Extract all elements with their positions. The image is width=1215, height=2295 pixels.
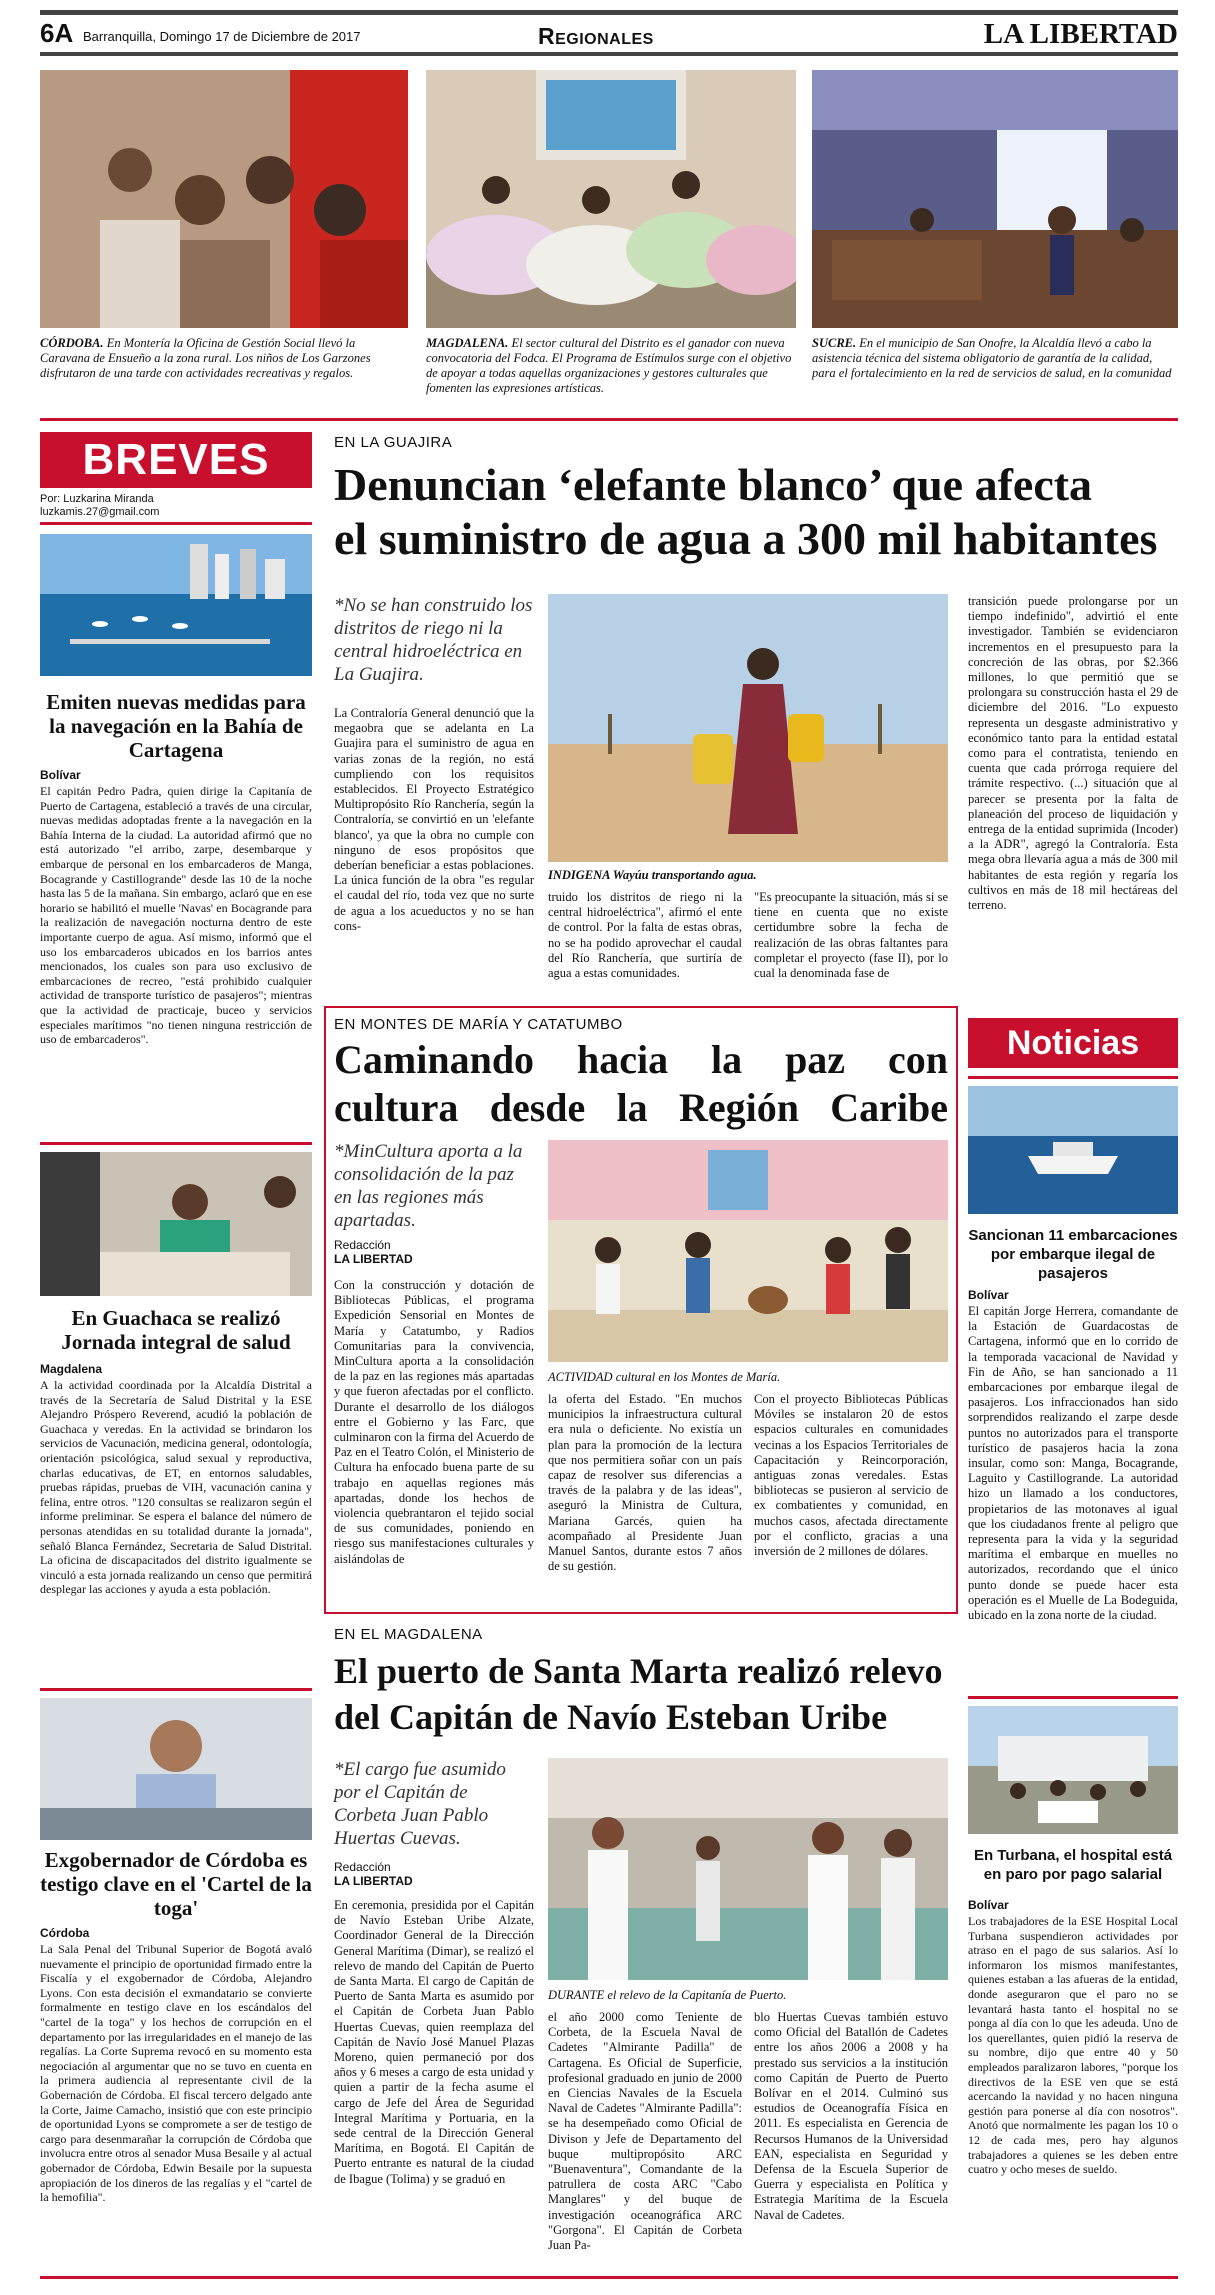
noticias-rule-1 (968, 1076, 1178, 1079)
noticia-2-headline: En Turbana, el hospital está en paro por pago salarial (973, 1847, 1173, 1883)
breve-3-headline: Exgobernador de Córdoba es testigo clave en el 'Cartel de la toga' (40, 1848, 312, 1920)
photo-cartagena-bay (40, 534, 312, 676)
noticias-banner (968, 1018, 1178, 1068)
noticia-2-location: Bolívar (968, 1898, 1009, 1912)
story1-headline-line2: el suministro de agua a 300 mil habitantes (334, 513, 1158, 564)
story2-deck: *MinCultura aporta a la consolidación de la paz en las regiones más apartadas. (334, 1141, 523, 1231)
story2-col1: Con la construcción y dotación de Bibliotecas Públicas, el programa Expedición Sensorial en Montes de María y Catatumbo, y Radios Comunitarias para la convivencia, MinCultura aporta a la consolidación de la paz en las regiones más apartadas y que fueron afectadas por el conflicto. Durante el desarrollo de los diálogos entre el Gobierno y las Farc, que culminaron con la firma del Acuerdo de Paz en el Teatro Colón, el Ministerio de Cultura ha enfocado buena parte de su trabajo en aquellas regiones más apartadas, donde los hechos de violencia quebrantaron el tejido social de sus comunidades, poniendo en riesgo sus manifestaciones culturales y aislándolas de (334, 1278, 534, 1566)
story2-headline-line1: Caminando hacia la paz con (334, 1037, 948, 1082)
breves-rule-2 (40, 1142, 312, 1145)
caption-magdalena: MAGDALENA. El sector cultural del Distrito es el ganador con nueva convocatoria del Fodca. El Programa de Estímulos surge con el objetivo de apoyar a todas aquellas organizaciones y gestores culturales que fomenten las expresiones artísticas. (426, 336, 792, 395)
story2-photo-caption: ACTIVIDAD cultural en los Montes de María. (548, 1370, 781, 1384)
noticias-title: Noticias (1006, 1024, 1140, 1062)
story2-col3: Con el proyecto Bibliotecas Públicas Móviles se instalaron 20 de estos espacios culturales en comunidades vecinas a los Espacios Territoriales de Capacitación y Reincorporación, antiguas zonas veredales. Estas bibliotecas se pusieron al servicio de ex combatientes y comunidad, en muchos casos, afectada directamente por el conflicto, gracias a una inversión de 2 millones de dólares. (754, 1392, 948, 1559)
noticia-1-headline: Sancionan 11 embarcaciones por embarque ilegal de pasajeros (968, 1227, 1178, 1282)
noticias-rule-2 (968, 1696, 1178, 1699)
story1-deck: *No se han construido los distritos de riego ni la central hidroeléctrica en La Guajira. (334, 595, 533, 685)
noticia-2-body: Los trabajadores de la ESE Hospital Local Turbana suspendieron actividades por atraso en el pago de sus salarios. Así lo informaron los mismos manifestantes, quienes estaban a las afueras de la entidad, donde aseguraron que el paro no se levantará hasta tanto el hospital no se ponga al día con lo que les adeuda. Uno de los querellantes, quien pidió la reserva de su nombre, dijo que entre 40 y 50 empleados paralizaron labores, "porque los directivos de la ESE ven que se está acercando la navidad y no hacen ninguna gestión para ponerse al día con nosotros". Anotó que normalmente les pagan los 10 o 12 de cada mes, pero hay algunos trabajadores a quienes se les deben entre cuatro y ocho meses de sueldo. (968, 1914, 1178, 2177)
header-top-rule (40, 10, 1178, 15)
footer-rule (40, 2276, 1178, 2279)
photo-turbana (968, 1706, 1178, 1834)
photo-embarcaciones (968, 1086, 1178, 1214)
story3-kicker: EN EL MAGDALENA (334, 1626, 483, 1643)
breve-2-location: Magdalena (40, 1362, 103, 1376)
story2-photo (548, 1140, 948, 1362)
noticia-1-location: Bolívar (968, 1288, 1009, 1302)
breves-rule-1 (40, 522, 312, 525)
paper-name: LA LIBERTAD (983, 18, 1178, 50)
photo-cordoba (40, 70, 408, 328)
breves-banner (40, 432, 312, 488)
story1-col2: truido los distritos de riego ni la central hidroeléctrica", afirmó el ente de control. Por la falta de estas obras, no se ha podido aprovechar el caudal del Río Ranchería, que surtiría de agua a estas comunidades. (548, 890, 742, 981)
story3-deck: *El cargo fue asumido por el Capitán de Corbeta Juan Pablo Huertas Cuevas. (334, 1759, 506, 1849)
story1-photo-caption: INDIGENA Wayúu transportando agua. (548, 868, 757, 882)
story2-byline: LA LIBERTAD (334, 1252, 413, 1266)
caption-sucre: SUCRE. En el municipio de San Onofre, la Alcaldía llevó a cabo la asistencia técnica del sistema obligatorio de garantía de la calidad, para el fortalecimiento en la red de servicios de salud, en la comunidad (812, 336, 1172, 380)
breves-byline: Por: Luzkarina Miranda (40, 493, 154, 505)
story2-redaccion: Redacción (334, 1238, 391, 1252)
photo-lyons (40, 1698, 312, 1840)
story1-kicker: EN LA GUAJIRA (334, 434, 453, 451)
story2-col2: la oferta del Estado. "En muchos municipios la infraestructura cultural era nula o deficiente. No existía un plan para la promoción de la lectura que nos permitiera soñar con un país capaz de resolver sus diferencias a través de la palabra y de las ideas", aseguró la Ministra de Cultura, Mariana Garcés, quien ha acompañado al Presidente Juan Manuel Santos, durante estos 7 años de su gestión. (548, 1392, 742, 1574)
story3-byline: LA LIBERTAD (334, 1874, 413, 1888)
story3-col1: En ceremonia, presidida por el Capitán de Navío Esteban Uribe Alzate, Coordinador General de la Dirección General Marítima (Dimar), se realizó el relevo de mando del Capitán de Puerto de Santa Marta. El cargo de Capitán de Puerto de Santa Marta es asumido por el Capitán de Corbeta Juan Pablo Huertas Cuevas, quien reemplaza del Capitán de Navío José Manuel Plazas Moreno, quien permaneció por dos años y 6 meses a cargo de esta unidad y quien a partir de la fecha asume el cargo de Jefe del Área de Seguridad Integral Marítima y Portuaria, en la sede central de la Dirección General Marítima, en Bogotá. El Capitán de Puerto entrante es natural de la ciudad de Ibague (Tolima) y se graduó en (334, 1898, 534, 2186)
dateline: Barranquilla, Domingo 17 de Diciembre de 2017 (83, 29, 361, 44)
breve-3-body: La Sala Penal del Tribunal Superior de Bogotá avaló nuevamente el principio de oportunidad firmado entre la Fiscalía y el exgobernador de Córdoba, Alejandro Lyons. Con esta decisión el exmandatario se convierte formalmente en testigo clave en los escándalos del "cartel de la toga" y los hechos de corrupción en el departamento por las irregularidades en el manejo de las regalías. La Corte Suprema revocó en su momento esta negociación al argumentar que no se tuvo en cuenta en la primera audiencia al representante civil de la Gobernación de Córdoba. El fiscal tercero delgado ante la Corte, Jaime Camacho, insistió que con este principio de oportunidad Lyons se compromete a ser de testigo de cargo para desenmarañar la corrupción de Córdoba que involucra entre otros al senador Musa Besaile y al actual gobernador de Córdoba, Edwin Besaile por la supuesta apropiación de los dineros de las regalías y el "cartel de la hemofilia". (40, 1942, 312, 2205)
breve-2-headline: En Guachaca se realizó Jornada integral de salud (61, 1306, 291, 1354)
section-name: Regionales (538, 23, 654, 49)
breves-email: luzkamis.27@gmail.com (40, 506, 160, 518)
photo-magdalena (426, 70, 796, 328)
story3-photo-caption: DURANTE el relevo de la Capitanía de Puerto. (548, 1988, 787, 2002)
caption-cordoba: CÓRDOBA. En Montería la Oficina de Gestión Social llevó la Caravana de Ensueño a la zona rural. Los niños de Los Garzones disfrutaron de una tarde con actividades recreativas y regalos. (40, 336, 371, 380)
story3-redaccion: Redacción (334, 1860, 391, 1874)
story1-photo (548, 594, 948, 862)
story3-col3: blo Huertas Cuevas también estuvo como Oficial del Batallón de Cadetes entre los años 2006 a 2008 y ha prestado sus servicios a la institución como Capitán de Puerto de Puerto Bolívar en el 2014. Culminó sus estudios de Oceanografía Física en 2011. Es especialista en Gerencia de Recursos Humanos de la Universidad EAN, especialista en Seguridad y Defensa de la Escuela Superior de Guerra y especialista en Política y Estrategia Marítima de la Escuela Naval de Cadetes. (754, 2010, 948, 2222)
photo-sucre (812, 70, 1178, 328)
story1-col3: "Es preocupante la situación, más si se tiene en cuenta que no existe certidumbre sobre la fecha de realización de las obras faltantes para completar el proyecto (fase II), por lo cual la denominada fase de (754, 890, 948, 981)
story2-kicker: EN MONTES DE MARÍA Y CATATUMBO (334, 1016, 623, 1033)
section-separator (40, 418, 1178, 421)
photo-guachaca (40, 1152, 312, 1296)
breve-1-headline: Emiten nuevas medidas para la navegación en la Bahía de Cartagena (46, 690, 306, 762)
page-number: 6A (40, 18, 74, 48)
breves-title: BREVES (82, 435, 270, 484)
breve-2-body: A la actividad coordinada por la Alcaldía Distrital a través de la Secretaría de Salud Distrital y la ESE Alejandro Próspero Reverend, acudió la población de Guachaca y veredas. En la actividad se brindaron los servicios de Vacunación, medicina general, odontología, orientación psicológica, salud sexual y reproductiva, charlas educativas, de ET, en entornos saludables, pruebas rápidas, pruebas de VIH, vacunación canina y felina, entre otros. "120 consultas se realizaron según el informe preliminar. Se espera el balance del número de personas atendidas en su totalidad durante la jornada", señaló Blanca Fernández, Secretaria de Salud Distrital. La oficina de discapacitados del distrito igualmente se vinculó a esta jornada realizando un censo que permitirá desplegar las acciones y ayuda a esta población. (40, 1378, 312, 1597)
story1-headline-line1: Denuncian ‘elefante blanco’ que afecta (334, 459, 1093, 510)
breve-1-body: El capitán Pedro Padra, quien dirige la Capitanía de Puerto de Cartagena, estableció a través de una circular, nuevas medidas adoptadas frente a la navegación en la Bahía Interna de la ciudad. La autoridad afirmó que no está autorizado "el arribo, zarpe, desembarque y embarque de personal en los embarcaderos de Manga, Bocagrande y Castillogrande" desde las 10 de la noche hasta las 5 de la mañana. Sin embargo, aclaró que en ese horario se habilitó el muelle 'Navas' en Bocagrande para la realización de navegación nocturna dentro de este importante cuerpo de agua. Así mismo, informó que el uso los embarcaderos ubicados en los barrios antes mencionados, los cuales son para uso exclusivo de embarcaciones de recreo, "está prohibido cualquier actividad de transporte turístico de pasajeros"; mientras que la actividad de practicaje, buceo y servicios especiales marítimos "no tienen ninguna restricción de uso de embarcaderos". (40, 784, 312, 1047)
story3-col2: el año 2000 como Teniente de Corbeta, de la Escuela Naval de Cadetes "Almirante Padilla" de Cartagena. Es Oficial de Superficie, profesional graduado en junio de 2000 en Ciencias Navales de la Escuela Naval de Cadetes "Almirante Padilla": se ha desempeñado como Oficial de Divison y Jefe de Departamento del buque multipropósito ARC "Buenaventura", Comandante de la patrullera de costa ARC "Cabo Manglares" y del buque de investigación oceanográfica ARC "Gorgona". El Capitán de Corbeta Juan Pa- (548, 2010, 742, 2253)
breve-3-location: Córdoba (40, 1926, 90, 1940)
story2-headline-line2: cultura desde la Región Caribe (334, 1085, 948, 1130)
noticia-1-body: El capitán Jorge Herrera, comandante de la Estación de Guardacostas de Cartagena, informó que en lo corrido de la temporada vacacional de Navidad y Fin de Año, se han sancionado a 11 embarcaciones por embarque ilegal de pasajeros. Los infraccionados han sido sorprendidos realizando el zarpe desde puntos no autorizados para el transporte turístico de pasajeros hacia la zona insular, como son: Manga, Bocagrande, Laguito y Castillogrande. La autoridad hizo un llamado a los conductores, propietarios de las motonaves al igual que los ciudadanos frente al peligro que representa para la vida y la seguridad marítima el embarque en muelles no autorizados, recordando que el único punto donde se puede hacer esta operación es el Muelle de La Bodeguida, ubicado en la zona norte de la ciudad. (968, 1304, 1178, 1623)
breve-1-location: Bolívar (40, 768, 81, 782)
breves-rule-3 (40, 1688, 312, 1691)
story3-headline-line1: El puerto de Santa Marta realizó relevo (334, 1651, 943, 1691)
story1-col4: transición puede prolongarse por un tiempo indefinido", advirtió el ente investigador. También se evidenciaron incrementos en el presupuesto para la concreción de las obras, por $2.366 millones, lo que permitió que se prolongara su construcción hasta el 29 de diciembre del 2016. "Lo expuesto representa un desgaste administrativo y económico tanto para la entidad estatal como para el contratista, teniendo en cuenta que cada prórroga requiere del trámite respectivo. (...) situación que al parecer se presenta por la falta de planeación del proceso de liquidación y entrega de la entidad suprimida (Incoder) a la ADR", agregó la Contraloría. Esta mega obra llevaría agua a más de 300 mil habitantes de esta región y regaría los cultivos en más de 18 mil hectáreas del terreno. (968, 594, 1178, 913)
header-bottom-rule (40, 52, 1178, 56)
story3-photo (548, 1758, 948, 1980)
story1-col1: La Contraloría General denunció que la megaobra que se adelanta en La Guajira para el suministro de agua en varias zonas de la región, no está cumpliendo con los requisitos establecidos. El Proyecto Estratégico Multipropósito Río Ranchería, según la Contraloría, se convirtió en un 'elefante blanco', ya que la obra no cumple con ninguno de esos propósitos que deberían beneficiar a estas poblaciones. La única función de la obra "es regular el caudal del río, toda vez que no surte de agua a los acueductos y no se han cons- (334, 706, 534, 933)
story3-headline-line2: del Capitán de Navío Esteban Uribe (334, 1697, 888, 1737)
